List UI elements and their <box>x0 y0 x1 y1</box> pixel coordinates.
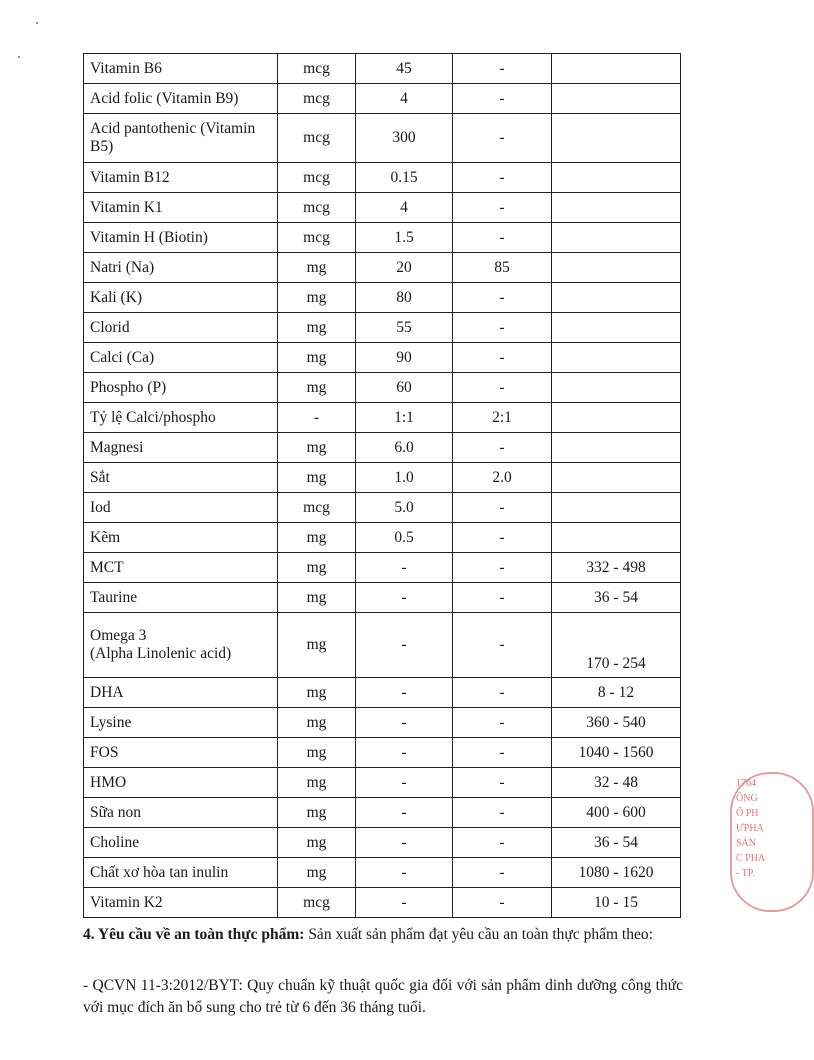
value-2-cell: - <box>453 678 552 708</box>
value-2-cell: - <box>453 223 552 253</box>
nutrition-table-body <box>84 54 681 918</box>
scan-speck <box>36 22 38 24</box>
table-row <box>84 313 681 343</box>
table-row <box>84 193 681 223</box>
nutrient-name-cell: DHA <box>84 678 278 708</box>
section-4-text: Sản xuất sản phẩm đạt yêu cầu an toàn thực phẩm theo: <box>304 926 653 943</box>
table-row <box>84 553 681 583</box>
table-row <box>84 163 681 193</box>
range-cell <box>552 114 681 163</box>
nutrient-name-line: (Alpha Linolenic acid) <box>90 645 232 662</box>
value-1-cell: - <box>356 553 453 583</box>
range-cell: 36 - 54 <box>552 828 681 858</box>
range-cell <box>552 373 681 403</box>
value-1-cell: 60 <box>356 373 453 403</box>
value-1-cell: - <box>356 583 453 613</box>
value-2-cell: - <box>453 114 552 163</box>
unit-cell: mg <box>278 343 356 373</box>
nutrition-table <box>83 53 681 918</box>
value-1-cell: - <box>356 858 453 888</box>
value-2-cell: - <box>453 738 552 768</box>
unit-cell: mcg <box>278 54 356 84</box>
unit-cell: mg <box>278 678 356 708</box>
range-cell: 400 - 600 <box>552 798 681 828</box>
value-2-cell: 2:1 <box>453 403 552 433</box>
unit-cell: mcg <box>278 114 356 163</box>
value-2-cell: - <box>453 553 552 583</box>
nutrient-name-cell: Vitamin K2 <box>84 888 278 918</box>
table-row <box>84 403 681 433</box>
table-row <box>84 283 681 313</box>
nutrient-name-cell: HMO <box>84 768 278 798</box>
unit-cell: mg <box>278 858 356 888</box>
nutrient-name-cell: Sắt <box>84 463 278 493</box>
range-cell <box>552 193 681 223</box>
value-2-cell: - <box>453 343 552 373</box>
value-1-cell: - <box>356 798 453 828</box>
value-1-cell: 20 <box>356 253 453 283</box>
range-cell <box>552 523 681 553</box>
unit-cell: mg <box>278 708 356 738</box>
range-cell <box>552 54 681 84</box>
table-row <box>84 888 681 918</box>
range-cell <box>552 433 681 463</box>
seal-text-line: SẢN <box>736 838 757 849</box>
value-1-cell: 1.0 <box>356 463 453 493</box>
value-2-cell: - <box>453 768 552 798</box>
table-row <box>84 583 681 613</box>
table-row <box>84 373 681 403</box>
nutrient-name-cell: FOS <box>84 738 278 768</box>
value-2-cell: - <box>453 193 552 223</box>
nutrient-name-cell: Vitamin B6 <box>84 54 278 84</box>
table-row <box>84 678 681 708</box>
value-1-cell: 300 <box>356 114 453 163</box>
nutrient-name-cell: Magnesi <box>84 433 278 463</box>
unit-cell: mcg <box>278 223 356 253</box>
nutrient-name-line: Omega 3 <box>90 627 147 644</box>
unit-cell: mcg <box>278 84 356 114</box>
nutrient-name-cell: Kẽm <box>84 523 278 553</box>
seal-text-line: C PHA <box>736 853 766 864</box>
section-4-item: - QCVN 11-3:2012/BYT: Quy chuẩn kỹ thuật quốc gia đối với sản phẩm dinh dưỡng công thức với mục đích ăn bổ sung cho trẻ từ 6 đến 36 tháng tuổi. <box>83 977 683 1016</box>
seal-text-line: 1764 <box>736 778 756 789</box>
nutrient-name-cell <box>84 114 278 163</box>
value-2-cell: 2.0 <box>453 463 552 493</box>
nutrient-name-cell: Kali (K) <box>84 283 278 313</box>
range-cell <box>552 403 681 433</box>
unit-cell: mg <box>278 738 356 768</box>
section-4-heading: 4. Yêu cầu về an toàn thực phẩm: <box>83 926 305 943</box>
range-cell: 8 - 12 <box>552 678 681 708</box>
unit-cell: mg <box>278 583 356 613</box>
nutrient-name-cell: Sữa non <box>84 798 278 828</box>
value-1-cell: 6.0 <box>356 433 453 463</box>
range-cell: 170 - 254 <box>552 613 681 678</box>
table-row <box>84 84 681 114</box>
range-cell <box>552 223 681 253</box>
unit-cell: mg <box>278 523 356 553</box>
table-row <box>84 613 681 678</box>
table-row <box>84 253 681 283</box>
unit-cell: mg <box>278 828 356 858</box>
seal-text-line: ƯPHA <box>736 823 764 834</box>
table-row <box>84 54 681 84</box>
value-1-cell: 1.5 <box>356 223 453 253</box>
value-1-cell: - <box>356 738 453 768</box>
value-1-cell: 4 <box>356 193 453 223</box>
value-2-cell: - <box>453 613 552 678</box>
nutrient-name-cell: Taurine <box>84 583 278 613</box>
value-2-cell: - <box>453 828 552 858</box>
seal-text-line: Ổ PH <box>736 808 759 819</box>
table-row <box>84 343 681 373</box>
unit-cell: - <box>278 403 356 433</box>
range-cell: 10 - 15 <box>552 888 681 918</box>
nutrient-name-cell: Calci (Ca) <box>84 343 278 373</box>
unit-cell: mg <box>278 553 356 583</box>
table-row <box>84 708 681 738</box>
unit-cell: mg <box>278 283 356 313</box>
table-row <box>84 463 681 493</box>
nutrient-name-cell: Vitamin H (Biotin) <box>84 223 278 253</box>
range-cell <box>552 493 681 523</box>
nutrient-name-cell <box>84 613 278 678</box>
value-2-cell: - <box>453 283 552 313</box>
value-2-cell: - <box>453 708 552 738</box>
table-row <box>84 493 681 523</box>
nutrient-name-cell: Lysine <box>84 708 278 738</box>
unit-cell: mg <box>278 313 356 343</box>
value-1-cell: 0.15 <box>356 163 453 193</box>
table-row <box>84 858 681 888</box>
section-4-paragraph <box>83 924 683 946</box>
unit-cell: mg <box>278 433 356 463</box>
unit-cell: mcg <box>278 163 356 193</box>
nutrient-name-cell: MCT <box>84 553 278 583</box>
value-1-cell: 1:1 <box>356 403 453 433</box>
nutrient-name-line: Acid pantothenic (Vitamin <box>90 120 256 137</box>
value-2-cell: - <box>453 313 552 343</box>
unit-cell: mcg <box>278 493 356 523</box>
unit-cell: mg <box>278 463 356 493</box>
seal-text-line: - TP. <box>736 868 755 879</box>
seal-text-line: ÔNG <box>736 793 758 804</box>
nutrient-name-cell: Vitamin K1 <box>84 193 278 223</box>
table-row <box>84 738 681 768</box>
nutrient-name-cell: Clorid <box>84 313 278 343</box>
unit-cell: mcg <box>278 193 356 223</box>
value-2-cell: - <box>453 493 552 523</box>
value-1-cell: - <box>356 613 453 678</box>
value-2-cell: - <box>453 373 552 403</box>
value-2-cell: - <box>453 163 552 193</box>
range-cell <box>552 84 681 114</box>
value-1-cell: 45 <box>356 54 453 84</box>
nutrient-name-cell: Iod <box>84 493 278 523</box>
nutrient-name-cell: Chất xơ hòa tan inulin <box>84 858 278 888</box>
scan-speck <box>18 56 20 58</box>
table-row <box>84 114 681 163</box>
nutrient-name-cell: Acid folic (Vitamin B9) <box>84 84 278 114</box>
value-2-cell: - <box>453 433 552 463</box>
nutrient-name-line: B5) <box>90 138 114 155</box>
value-1-cell: 5.0 <box>356 493 453 523</box>
range-cell <box>552 253 681 283</box>
range-cell: 1040 - 1560 <box>552 738 681 768</box>
range-cell: 1080 - 1620 <box>552 858 681 888</box>
range-cell <box>552 163 681 193</box>
value-1-cell: 80 <box>356 283 453 313</box>
nutrient-name-cell: Phospho (P) <box>84 373 278 403</box>
red-seal-stamp <box>730 772 770 908</box>
unit-cell: mg <box>278 253 356 283</box>
nutrient-name-cell: Natri (Na) <box>84 253 278 283</box>
table-row <box>84 768 681 798</box>
table-row <box>84 828 681 858</box>
range-cell <box>552 463 681 493</box>
unit-cell: mg <box>278 798 356 828</box>
unit-cell: mg <box>278 373 356 403</box>
value-2-cell: - <box>453 54 552 84</box>
table-row <box>84 433 681 463</box>
value-2-cell: - <box>453 523 552 553</box>
range-cell: 32 - 48 <box>552 768 681 798</box>
value-1-cell: - <box>356 828 453 858</box>
range-cell <box>552 283 681 313</box>
value-2-cell: - <box>453 798 552 828</box>
value-1-cell: 4 <box>356 84 453 114</box>
value-1-cell: 0.5 <box>356 523 453 553</box>
unit-cell: mcg <box>278 888 356 918</box>
nutrient-name-cell: Tỷ lệ Calci/phospho <box>84 403 278 433</box>
value-2-cell: - <box>453 888 552 918</box>
table-row <box>84 798 681 828</box>
value-1-cell: 90 <box>356 343 453 373</box>
unit-cell: mg <box>278 768 356 798</box>
value-1-cell: - <box>356 678 453 708</box>
range-cell <box>552 313 681 343</box>
value-2-cell: - <box>453 583 552 613</box>
unit-cell: mg <box>278 613 356 678</box>
table-row <box>84 523 681 553</box>
value-2-cell: - <box>453 84 552 114</box>
range-cell <box>552 343 681 373</box>
range-cell: 332 - 498 <box>552 553 681 583</box>
value-1-cell: - <box>356 768 453 798</box>
value-2-cell: - <box>453 858 552 888</box>
nutrient-name-cell: Choline <box>84 828 278 858</box>
value-1-cell: - <box>356 888 453 918</box>
table-row <box>84 223 681 253</box>
value-1-cell: 55 <box>356 313 453 343</box>
nutrient-name-cell: Vitamin B12 <box>84 163 278 193</box>
value-2-cell: 85 <box>453 253 552 283</box>
value-1-cell: - <box>356 708 453 738</box>
range-cell: 36 - 54 <box>552 583 681 613</box>
range-cell: 360 - 540 <box>552 708 681 738</box>
